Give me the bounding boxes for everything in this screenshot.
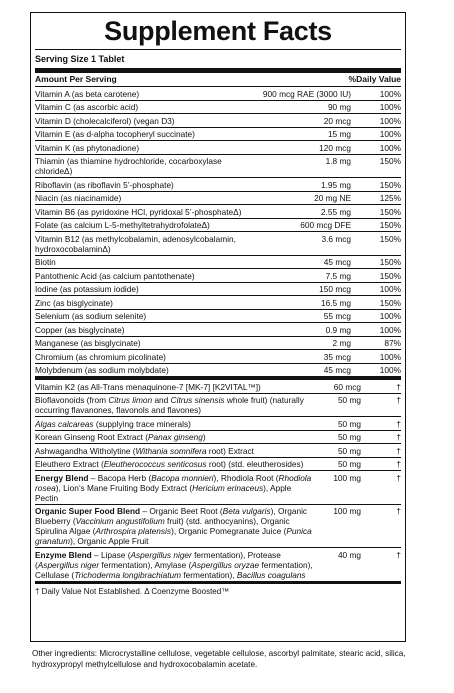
nutrient-row <box>35 114 401 128</box>
nutrient-amount: 20 mcg <box>323 115 351 126</box>
nutrient-amount: 35 mcg <box>323 351 351 362</box>
nutrient-daily-value: 125% <box>379 193 401 203</box>
serving-size: Serving Size 1 Tablet <box>35 49 401 66</box>
nutrient-amount: 600 mcg DFE <box>300 220 351 230</box>
nutrient-row <box>35 205 401 219</box>
nutrient-daily-value: 150% <box>379 156 401 166</box>
nutrient-amount: 55 mcg <box>323 311 351 321</box>
nutrient-amount: 45 mcg <box>323 257 351 267</box>
nutrient-name: Biotin <box>35 257 56 267</box>
nutrient-name: Zinc (as bisglycinate) <box>35 297 113 308</box>
nutrient-daily-value: 100% <box>379 324 401 335</box>
supplement-facts-panel <box>30 12 406 642</box>
nutrient-name: Niacin (as niacinamide) <box>35 193 122 203</box>
nutrient-name: Vitamin B12 (as methylcobalamin, adenosylcobalamin, hydroxocobalaminΔ) <box>35 233 236 254</box>
nutrient-daily-value: † <box>396 459 401 469</box>
nutrient-amount: 150 mcg <box>319 284 351 294</box>
nutrient-row <box>35 431 401 445</box>
nutrient-daily-value: † <box>396 506 401 516</box>
nutrient-daily-value: † <box>396 381 401 392</box>
nutrient-daily-value: 100% <box>379 351 401 362</box>
nutrient-daily-value: 100% <box>379 115 401 126</box>
nutrient-daily-value: † <box>396 432 401 442</box>
nutrient-row <box>35 364 401 381</box>
nutrient-daily-value: 150% <box>379 297 401 308</box>
nutrient-name: Vitamin C (as ascorbic acid) <box>35 102 139 112</box>
nutrient-amount: 900 mcg RAE (3000 IU) <box>262 88 351 99</box>
nutrient-daily-value: 100% <box>379 88 401 99</box>
nutrient-row <box>35 178 401 192</box>
nutrient-name: Vitamin E (as d-alpha tocopheryl succinate) <box>35 129 195 139</box>
nutrient-row <box>35 380 401 394</box>
nutrient-daily-value: † <box>396 445 401 456</box>
nutrient-name: Enzyme Blend – Lipase (Aspergillus niger fermentation), Protease (Aspergillus niger fermentation), Amylase (Aspergillus oryzae fermentation), Cellulase (Trichoderma longibrachiatum fermentation), Bacillus coagulans <box>35 549 313 580</box>
nutrient-name: Molybdenum (as sodium molybdate) <box>35 365 169 375</box>
nutrient-row <box>35 505 401 549</box>
nutrient-amount: 16.5 mg <box>321 297 351 308</box>
nutrient-amount: 0.9 mg <box>325 324 351 335</box>
daily-value-header: %Daily Value <box>348 74 401 84</box>
nutrient-row <box>35 141 401 155</box>
nutrient-row <box>35 337 401 351</box>
nutrient-row <box>35 87 401 101</box>
nutrient-name: Manganese (as bisglycinate) <box>35 338 141 348</box>
nutrient-row <box>35 256 401 270</box>
nutrient-amount: 1.95 mg <box>321 179 351 190</box>
nutrient-daily-value: 100% <box>379 284 401 294</box>
nutrient-name: Riboflavin (as riboflavin 5’-phosphate) <box>35 179 174 190</box>
nutrient-daily-value: 100% <box>379 142 401 153</box>
nutrient-daily-value: 100% <box>379 311 401 321</box>
nutrient-name: Vitamin A (as beta carotene) <box>35 88 140 99</box>
nutrient-daily-value: 150% <box>379 233 401 244</box>
nutrient-name: Eleuthero Extract (Eleutherococcus senticosus root) (std. eleutherosides) <box>35 459 304 469</box>
nutrient-row <box>35 471 401 505</box>
nutrient-amount: 100 mg <box>333 472 361 483</box>
nutrient-name: Thiamin (as thiamine hydrochloride, cocarboxylase chlorideΔ) <box>35 156 222 176</box>
nutrient-name: Copper (as bisglycinate) <box>35 324 125 335</box>
nutrient-daily-value: 100% <box>379 365 401 375</box>
nutrient-daily-value: 150% <box>379 270 401 281</box>
nutrient-row <box>35 283 401 297</box>
nutrient-name: Ashwagandha Witholytine (Withania somnifera root) Extract <box>35 445 254 456</box>
nutrient-daily-value: 87% <box>384 338 401 348</box>
nutrient-row <box>35 269 401 283</box>
nutrient-name: Bioflavonoids (from Citrus limon and Citrus sinensis whole fruit) (naturally occurring flavanones, flavonols and flavones) <box>35 395 304 415</box>
nutrient-name: Vitamin K2 (as All-Trans menaquinone-7 [MK-7] [K2VITAL™]) <box>35 381 261 392</box>
nutrient-amount: 100 mg <box>333 506 361 516</box>
nutrient-row <box>35 323 401 337</box>
nutrient-row <box>35 394 401 418</box>
nutrient-row <box>35 296 401 310</box>
nutrient-name: Selenium (as sodium selenite) <box>35 311 147 321</box>
nutrient-row <box>35 155 401 179</box>
nutrient-row <box>35 128 401 142</box>
nutrient-daily-value: 150% <box>379 257 401 267</box>
nutrient-row <box>35 548 401 584</box>
nutrient-amount: 2 mg <box>332 338 351 348</box>
nutrient-name: Korean Ginseng Root Extract (Panax ginseng) <box>35 432 206 442</box>
nutrient-row <box>35 101 401 115</box>
nutrient-daily-value: 100% <box>379 129 401 139</box>
nutrient-daily-value: 150% <box>379 179 401 190</box>
nutrient-row <box>35 417 401 431</box>
nutrient-row <box>35 192 401 206</box>
nutrient-amount: 3.6 mcg <box>321 233 351 244</box>
amount-per-serving-header: Amount Per Serving <box>35 74 117 84</box>
nutrient-row <box>35 350 401 364</box>
nutrient-amount: 90 mg <box>327 102 351 112</box>
nutrient-amount: 120 mcg <box>319 142 351 153</box>
nutrient-name: Iodine (as potassium iodide) <box>35 284 139 294</box>
nutrient-row <box>35 444 401 458</box>
nutrient-row <box>35 310 401 324</box>
nutrient-daily-value: † <box>396 472 401 483</box>
nutrient-name: Chromium (as chromium picolinate) <box>35 351 166 362</box>
nutrient-daily-value: 100% <box>379 102 401 112</box>
panel-title: Supplement Facts <box>104 16 332 46</box>
nutrient-amount: 50 mg <box>337 432 361 442</box>
nutrient-row <box>35 232 401 256</box>
nutrient-amount: 50 mg <box>337 418 361 429</box>
nutrient-name: Vitamin D (cholecalciferol) (vegan D3) <box>35 115 175 126</box>
vitamin-mineral-list <box>35 87 401 380</box>
nutrient-daily-value: 150% <box>379 220 401 230</box>
other-ingredient-list <box>35 380 401 584</box>
nutrient-daily-value: 150% <box>379 206 401 217</box>
nutrient-row <box>35 219 401 233</box>
footnote: † Daily Value Not Established. Δ Coenzyme Boosted™ <box>35 586 230 596</box>
nutrient-amount: 20 mg NE <box>314 193 351 203</box>
nutrient-name: Energy Blend – Bacopa Herb (Bacopa monnieri), Rhodiola Root (Rhodiola rosea), Lion’s Mane Fruiting Body Extract (Hericium erinaceus), Apple Pectin <box>35 472 312 503</box>
nutrient-daily-value: † <box>396 395 401 405</box>
nutrient-amount: 40 mg <box>337 549 361 560</box>
nutrient-name: Organic Super Food Blend – Organic Beet Root (Beta vulgaris), Organic Blueberry (Vaccinium angustifolium fruit) (std. anthocyanins), Organic Spirulina Algae (Arthrospira platensis), Organic Pomegranate Juice (Punica granatum), Organic Apple Fruit <box>35 506 312 546</box>
nutrient-name: Pantothenic Acid (as calcium pantothenate) <box>35 270 195 281</box>
nutrient-amount: 15 mg <box>327 129 351 139</box>
nutrient-amount: 7.5 mg <box>325 270 351 281</box>
nutrient-amount: 60 mcg <box>333 381 361 392</box>
nutrient-daily-value: † <box>396 418 401 429</box>
nutrient-name: Vitamin B6 (as pyridoxine HCl, pyridoxal 5’-phosphateΔ) <box>35 206 242 217</box>
nutrient-amount: 45 mcg <box>323 365 351 375</box>
other-ingredients: Other ingredients: Microcrystalline cellulose, vegetable cellulose, ascorbyl palmitate, stearic acid, silica, hydroxypropyl methylcellulose and hydroxocobalamin acetate. <box>32 649 406 669</box>
nutrient-row <box>35 458 401 472</box>
nutrient-amount: 50 mg <box>337 395 361 405</box>
nutrient-amount: 50 mg <box>337 459 361 469</box>
nutrient-amount: 2.55 mg <box>321 206 351 217</box>
nutrient-amount: 1.8 mg <box>325 156 351 166</box>
nutrient-name: Vitamin K (as phytonadione) <box>35 142 140 153</box>
nutrient-amount: 50 mg <box>337 445 361 456</box>
nutrient-daily-value: † <box>396 549 401 560</box>
nutrient-name: Folate (as calcium L-5-methyltetrahydrofolateΔ) <box>35 220 210 230</box>
column-header <box>35 73 401 87</box>
nutrient-name: Algas calcareas (supplying trace minerals) <box>35 418 191 429</box>
